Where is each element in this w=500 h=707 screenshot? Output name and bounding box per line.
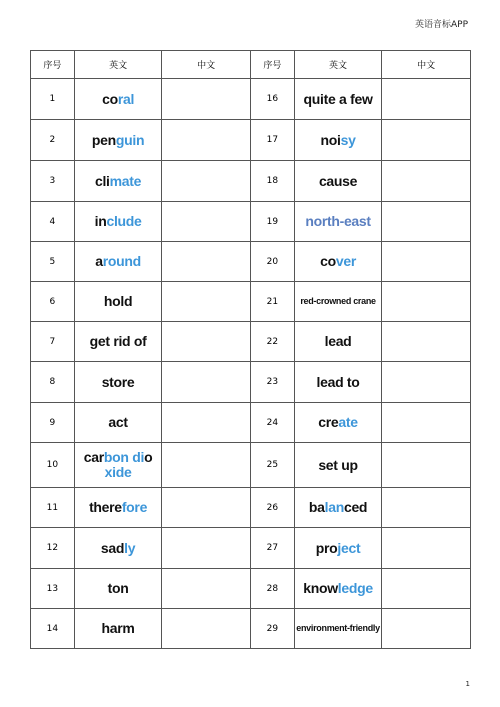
entry-number: 19 [250, 202, 294, 242]
english-word-text [108, 415, 127, 430]
entry-number: 27 [250, 528, 294, 569]
english-word-text [89, 500, 147, 515]
table-header-row [31, 51, 471, 79]
syllable: know [303, 580, 338, 596]
syllable: ba [308, 499, 325, 515]
entry-number: 12 [31, 528, 75, 569]
syllable: get rid of [89, 333, 147, 349]
syllable-highlighted: mate [109, 172, 142, 189]
page-number: 1 [465, 680, 470, 688]
chinese-answer-cell[interactable] [162, 443, 251, 488]
chinese-answer-cell[interactable] [162, 488, 251, 528]
syllable: act [108, 414, 128, 430]
column-header-chinese: 中文 [162, 51, 251, 79]
chinese-answer-cell[interactable] [382, 488, 471, 528]
english-word-text [318, 415, 357, 430]
english-word [294, 322, 382, 362]
english-word [74, 161, 162, 202]
table-row [31, 79, 471, 120]
english-word [294, 569, 382, 609]
entry-number: 25 [250, 443, 294, 488]
english-word-text [317, 375, 360, 390]
syllable-highlighted: ver [335, 253, 356, 269]
table-row [31, 120, 471, 161]
english-word [74, 120, 162, 161]
column-header-english: 英文 [74, 51, 162, 79]
chinese-answer-cell[interactable] [382, 403, 471, 443]
chinese-answer-cell[interactable] [162, 403, 251, 443]
english-word-text [95, 214, 142, 229]
syllable-highlighted: bon [103, 449, 129, 465]
column-header-chinese: 中文 [382, 51, 471, 79]
syllable-highlighted: ject [337, 539, 361, 556]
table-row [31, 609, 471, 649]
chinese-answer-cell[interactable] [162, 120, 251, 161]
syllable-highlighted: guin [115, 131, 145, 148]
table-row [31, 202, 471, 242]
syllable: o [144, 449, 153, 465]
english-word [74, 282, 162, 322]
syllable: environment-friendly [296, 623, 380, 633]
entry-number: 13 [31, 569, 75, 609]
chinese-answer-cell[interactable] [382, 161, 471, 202]
table-body [31, 79, 471, 649]
chinese-answer-cell[interactable] [382, 282, 471, 322]
english-word-text [321, 133, 356, 148]
syllable: sad [100, 539, 125, 556]
syllable-highlighted: sy [340, 131, 356, 148]
english-word [74, 403, 162, 443]
chinese-answer-cell[interactable] [162, 202, 251, 242]
english-word [294, 528, 382, 569]
chinese-answer-cell[interactable] [382, 443, 471, 488]
chinese-answer-cell[interactable] [162, 569, 251, 609]
syllable: north-east [305, 213, 371, 229]
chinese-answer-cell[interactable] [382, 79, 471, 120]
column-header-number: 序号 [250, 51, 294, 79]
chinese-answer-cell[interactable] [162, 528, 251, 569]
chinese-answer-cell[interactable] [162, 282, 251, 322]
table-row [31, 528, 471, 569]
syllable: ton [107, 580, 129, 596]
entry-number: 3 [31, 161, 75, 202]
english-word [294, 242, 382, 282]
entry-number: 1 [31, 79, 75, 120]
syllable-highlighted: ate [338, 414, 358, 430]
chinese-answer-cell[interactable] [162, 79, 251, 120]
english-word-text [325, 334, 352, 349]
table-row [31, 242, 471, 282]
entry-number: 8 [31, 362, 75, 403]
entry-number: 6 [31, 282, 75, 322]
english-word [294, 609, 382, 649]
english-word-text [95, 174, 141, 189]
syllable: red-crowned crane [300, 296, 376, 306]
english-word-text [296, 621, 380, 636]
entry-number: 24 [250, 403, 294, 443]
table-row [31, 282, 471, 322]
syllable: pen [91, 131, 116, 148]
english-word [294, 282, 382, 322]
entry-number: 20 [250, 242, 294, 282]
app-label: 英语音标APP [414, 20, 468, 30]
english-word [74, 362, 162, 403]
entry-number: 11 [31, 488, 75, 528]
entry-number: 5 [31, 242, 75, 282]
column-header-number: 序号 [31, 51, 75, 79]
entry-number: 14 [31, 609, 75, 649]
syllable: a [95, 253, 103, 269]
english-word [74, 202, 162, 242]
chinese-answer-cell[interactable] [162, 362, 251, 403]
english-word-text [95, 254, 141, 269]
vocabulary-table [30, 50, 471, 649]
entry-number: 22 [250, 322, 294, 362]
english-word-text [102, 375, 135, 390]
syllable: lead to [316, 373, 360, 390]
english-word [294, 362, 382, 403]
english-word [294, 443, 382, 488]
syllable: harm [101, 620, 135, 636]
entry-number: 4 [31, 202, 75, 242]
english-word [294, 161, 382, 202]
english-word-text [303, 581, 373, 596]
english-word [74, 443, 162, 488]
syllable: lead [324, 333, 352, 349]
english-word-text [316, 541, 361, 556]
english-word-text [309, 500, 367, 515]
entry-number: 18 [250, 161, 294, 202]
entry-number: 17 [250, 120, 294, 161]
chinese-answer-cell[interactable] [382, 242, 471, 282]
syllable: ced [343, 499, 368, 515]
chinese-answer-cell[interactable] [382, 569, 471, 609]
english-word [294, 488, 382, 528]
syllable-highlighted: xide [104, 464, 132, 480]
english-word-text [108, 581, 129, 596]
english-word-text [90, 334, 147, 349]
entry-number: 21 [250, 282, 294, 322]
syllable: pro [315, 539, 338, 556]
english-word [294, 202, 382, 242]
english-word [74, 569, 162, 609]
syllable-highlighted: ly [124, 539, 136, 556]
english-word-text [102, 92, 134, 107]
table-row [31, 443, 471, 488]
syllable: co [320, 253, 336, 269]
english-word-text [318, 458, 357, 473]
entry-number: 23 [250, 362, 294, 403]
syllable-highlighted: ral [117, 90, 135, 107]
table-row [31, 362, 471, 403]
chinese-answer-cell[interactable] [162, 242, 251, 282]
english-word-text [101, 541, 135, 556]
english-word [74, 488, 162, 528]
syllable-highlighted: fore [121, 499, 148, 515]
chinese-answer-cell[interactable] [382, 202, 471, 242]
syllable: hold [103, 293, 133, 309]
syllable: co [102, 90, 118, 107]
english-word-text [304, 92, 373, 107]
column-header-english: 英文 [294, 51, 382, 79]
english-word-text [92, 133, 144, 148]
table-row [31, 488, 471, 528]
table-row [31, 403, 471, 443]
syllable-highlighted: clude [106, 213, 142, 229]
chinese-answer-cell[interactable] [382, 609, 471, 649]
chinese-answer-cell[interactable] [162, 322, 251, 362]
english-word-text [104, 294, 132, 309]
chinese-answer-cell[interactable] [382, 120, 471, 161]
syllable: set up [318, 456, 358, 473]
english-word [74, 528, 162, 569]
english-word [74, 242, 162, 282]
syllable-highlighted: ledge [337, 580, 373, 596]
entry-number: 7 [31, 322, 75, 362]
entry-number: 28 [250, 569, 294, 609]
english-word [74, 79, 162, 120]
entry-number: 2 [31, 120, 75, 161]
entry-number: 9 [31, 403, 75, 443]
chinese-answer-cell[interactable] [162, 609, 251, 649]
syllable: noi [320, 131, 341, 148]
syllable-highlighted: di [132, 449, 145, 465]
syllable: quite a few [303, 90, 373, 107]
entry-number: 16 [250, 79, 294, 120]
english-word-text [102, 621, 135, 636]
english-word-text [84, 450, 153, 480]
syllable: in [94, 213, 107, 229]
english-word [294, 403, 382, 443]
table-row [31, 569, 471, 609]
syllable: store [101, 373, 135, 390]
syllable: cause [318, 172, 358, 189]
chinese-answer-cell[interactable] [382, 322, 471, 362]
syllable-highlighted: round [102, 253, 141, 269]
syllable: cre [318, 414, 339, 430]
english-word-text [305, 214, 370, 229]
english-word [294, 120, 382, 161]
syllable: there [89, 499, 122, 515]
syllable: car [83, 449, 104, 465]
english-word [74, 609, 162, 649]
entry-number: 26 [250, 488, 294, 528]
chinese-answer-cell[interactable] [382, 528, 471, 569]
syllable: cli [94, 172, 110, 189]
chinese-answer-cell[interactable] [162, 161, 251, 202]
chinese-answer-cell[interactable] [382, 362, 471, 403]
syllable-highlighted: lan [324, 499, 344, 515]
english-word [74, 322, 162, 362]
english-word-text [320, 254, 356, 269]
english-word [294, 79, 382, 120]
english-word-text [300, 294, 375, 309]
table-row [31, 161, 471, 202]
entry-number: 10 [31, 443, 75, 488]
entry-number: 29 [250, 609, 294, 649]
english-word-text [319, 174, 357, 189]
table-row [31, 322, 471, 362]
